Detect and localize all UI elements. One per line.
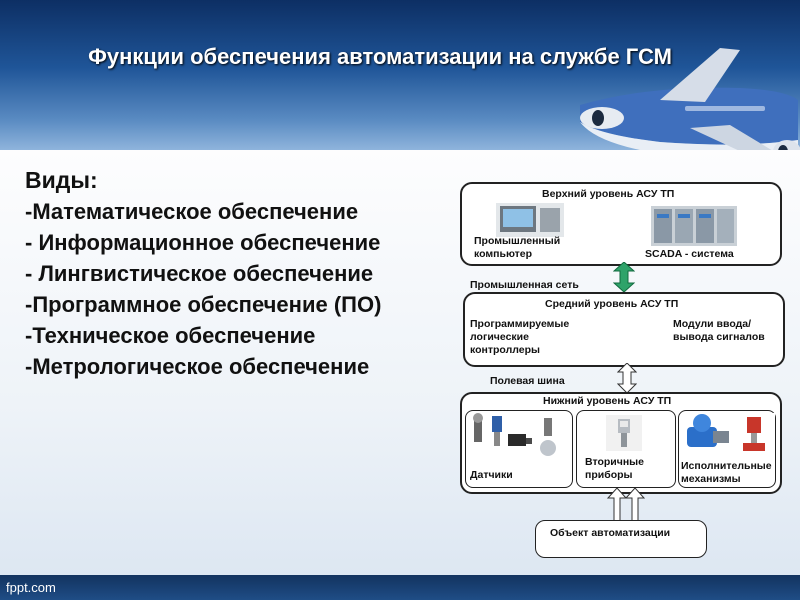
type-item-metro: -Метрологическое обеспечение — [25, 354, 370, 379]
scada-system-image — [651, 206, 737, 246]
industrial-computer-label: Промышленный компьютер — [474, 235, 561, 260]
object-arrows-icon — [602, 488, 650, 522]
type-item-soft: -Программное обеспечение (ПО) — [25, 292, 382, 317]
actuators-label: Исполнительные механизмы — [681, 460, 772, 485]
scada-label: SCADA - система — [645, 248, 734, 260]
footer-bar — [0, 575, 800, 600]
secondary-device-image — [606, 415, 642, 451]
plc-label: Программируемые логические контроллеры — [470, 318, 570, 356]
secondary-devices-label: Вторичные приборы — [585, 456, 644, 481]
footer-brand: fppt.com — [6, 580, 56, 595]
type-item-ling: - Лингвистическое обеспечение — [25, 261, 374, 286]
slide-title: Функции обеспечения автоматизации на службе ГСМ — [88, 44, 672, 69]
fieldbus-label: Полевая шина — [490, 375, 565, 387]
upper-level-title: Верхний уровень АСУ ТП — [542, 188, 675, 200]
type-item-math: -Математическое обеспечение — [25, 199, 359, 224]
sensors-image — [470, 412, 568, 462]
industrial-network-label: Промышленная сеть — [470, 279, 579, 291]
sensors-label: Датчики — [470, 469, 513, 481]
actuators-image — [683, 413, 777, 455]
io-modules-label: Модули ввода/вывода сигналов — [673, 318, 765, 343]
network-double-arrow-icon — [613, 262, 635, 292]
type-item-info: - Информационное обеспечение — [25, 230, 381, 255]
type-item-tech: -Техническое обеспечение — [25, 323, 316, 348]
types-heading: Виды: — [25, 167, 98, 193]
middle-level-title: Средний уровень АСУ ТП — [545, 298, 679, 310]
automation-object-label: Объект автоматизации — [550, 527, 671, 539]
types-list — [25, 165, 425, 382]
fieldbus-double-arrow-icon — [617, 363, 637, 393]
industrial-computer-image — [496, 203, 564, 237]
header-banner — [0, 0, 800, 150]
lower-level-title: Нижний уровень АСУ ТП — [543, 395, 672, 407]
